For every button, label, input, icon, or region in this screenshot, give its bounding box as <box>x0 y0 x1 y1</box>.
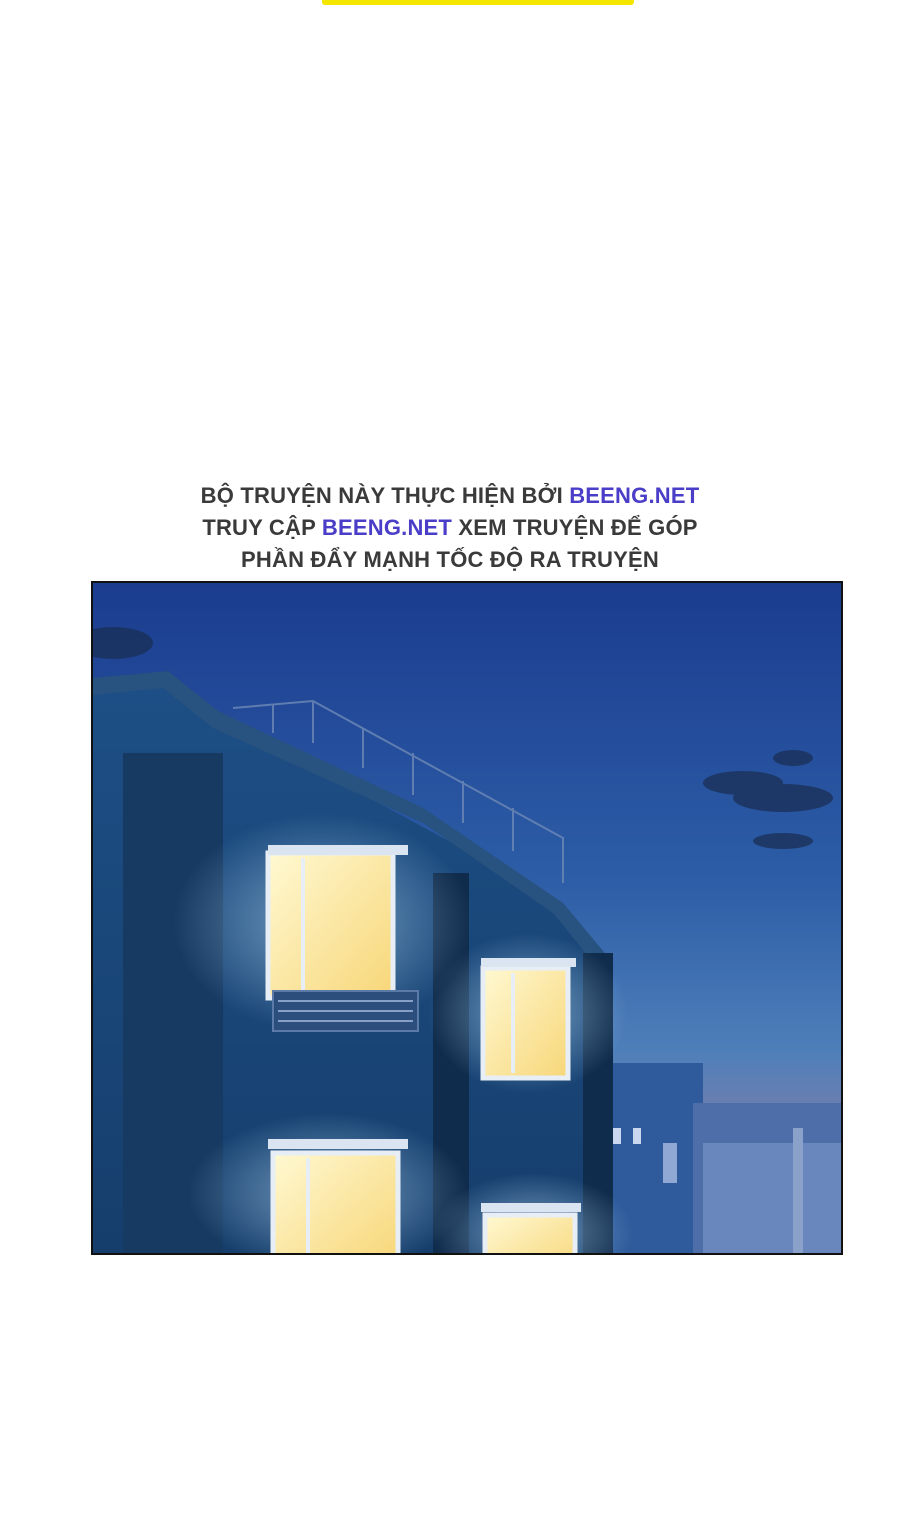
lit-window-1 <box>173 813 473 1033</box>
credit-line-1: BỘ TRUYỆN NÀY THỰC HIỆN BỞI BEENG.NET <box>200 483 700 508</box>
site-link[interactable]: BEENG.NET <box>569 483 700 508</box>
building-illustration <box>93 583 841 1253</box>
credit-line-3: PHẦN ĐẨY MẠNH TỐC ĐỘ RA TRUYỆN <box>241 547 659 572</box>
credit-line-2: TRUY CẬP BEENG.NET XEM TRUYỆN ĐỂ GÓP <box>202 515 698 540</box>
top-watermark-banner <box>322 0 634 5</box>
site-link[interactable]: BEENG.NET <box>321 515 453 540</box>
translation-credit <box>0 480 900 576</box>
lit-window-2 <box>428 933 628 1093</box>
comic-panel-building-at-dusk <box>91 581 843 1255</box>
